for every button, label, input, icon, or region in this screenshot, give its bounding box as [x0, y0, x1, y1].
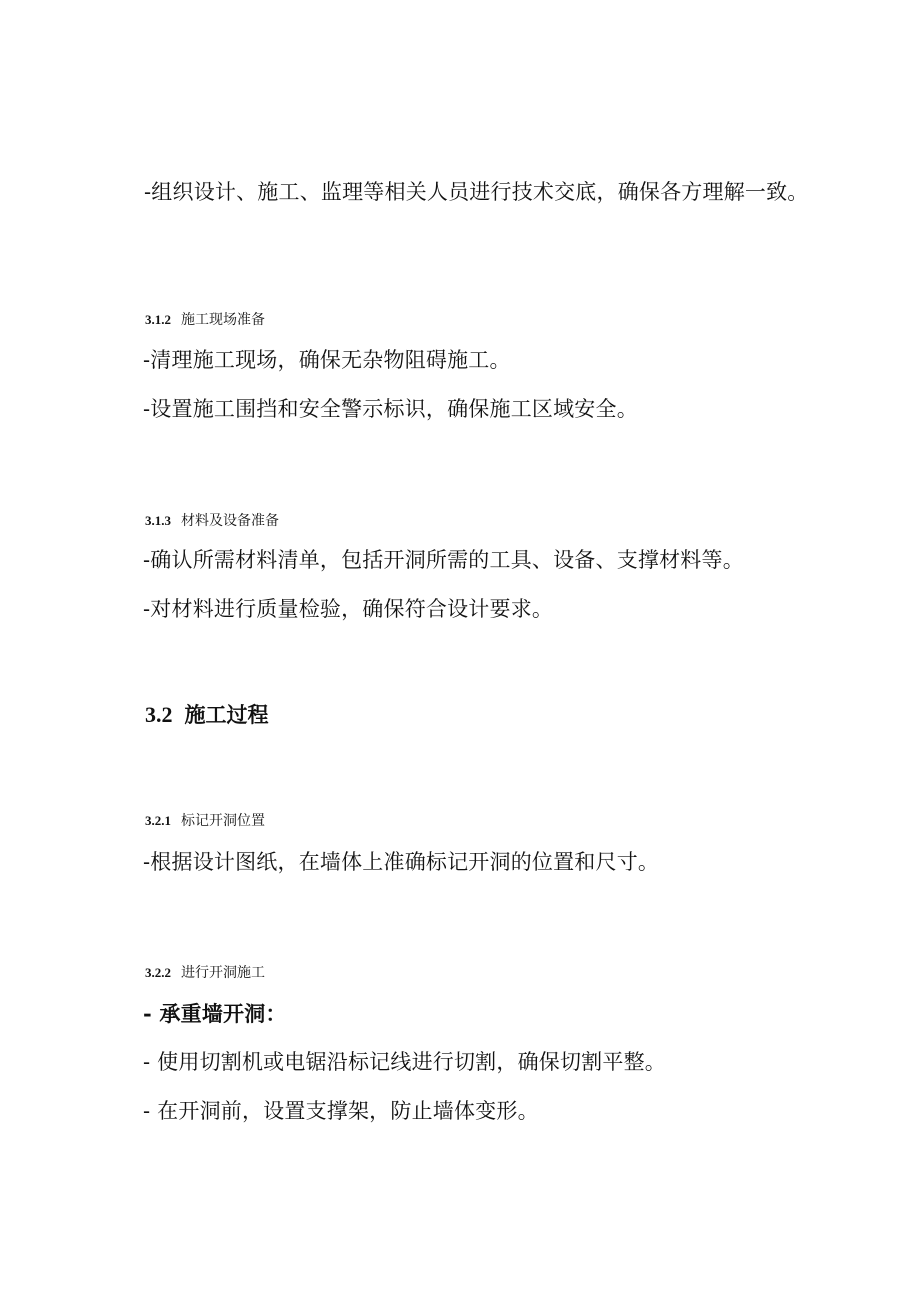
section-number: 3.2 — [145, 702, 173, 727]
subsection-title: 进行开洞施工 — [181, 965, 265, 981]
subsection-number: 3.1.2 — [145, 312, 171, 327]
list-item: -确认所需材料清单，包括开洞所需的工具、设备、支撑材料等。 — [143, 548, 744, 572]
list-item: -对材料进行质量检验，确保符合设计要求。 — [143, 597, 554, 621]
subsection-title: 施工现场准备 — [181, 312, 265, 328]
section-heading-3-2 — [145, 699, 269, 729]
subsection-heading-3-2-2 — [145, 962, 265, 982]
subsection-number: 3.2.2 — [145, 965, 171, 980]
subsection-title: 标记开洞位置 — [181, 813, 265, 829]
list-item: -根据设计图纸，在墙体上准确标记开洞的位置和尺寸。 — [143, 850, 660, 874]
subsection-heading-3-1-3 — [145, 510, 279, 530]
subsection-title: 材料及设备准备 — [181, 513, 279, 529]
list-item: - 使用切割机或电锯沿标记线进行切割，确保切割平整。 — [143, 1050, 666, 1074]
subsection-number: 3.1.3 — [145, 513, 171, 528]
subsection-heading-3-2-1 — [145, 810, 265, 830]
list-item: -设置施工围挡和安全警示标识，确保施工区域安全。 — [143, 397, 638, 421]
list-item: - 在开洞前，设置支撑架，防止墙体变形。 — [143, 1099, 539, 1123]
intro-paragraph: -组织设计、施工、监理等相关人员进行技术交底，确保各方理解一致。 — [144, 180, 809, 204]
subsection-heading-3-1-2 — [145, 309, 265, 329]
list-subheading: - 承重墙开洞： — [143, 1001, 287, 1026]
subsection-number: 3.2.1 — [145, 813, 171, 828]
list-item: -清理施工现场，确保无杂物阻碍施工。 — [143, 348, 511, 372]
section-title: 施工过程 — [184, 703, 269, 727]
